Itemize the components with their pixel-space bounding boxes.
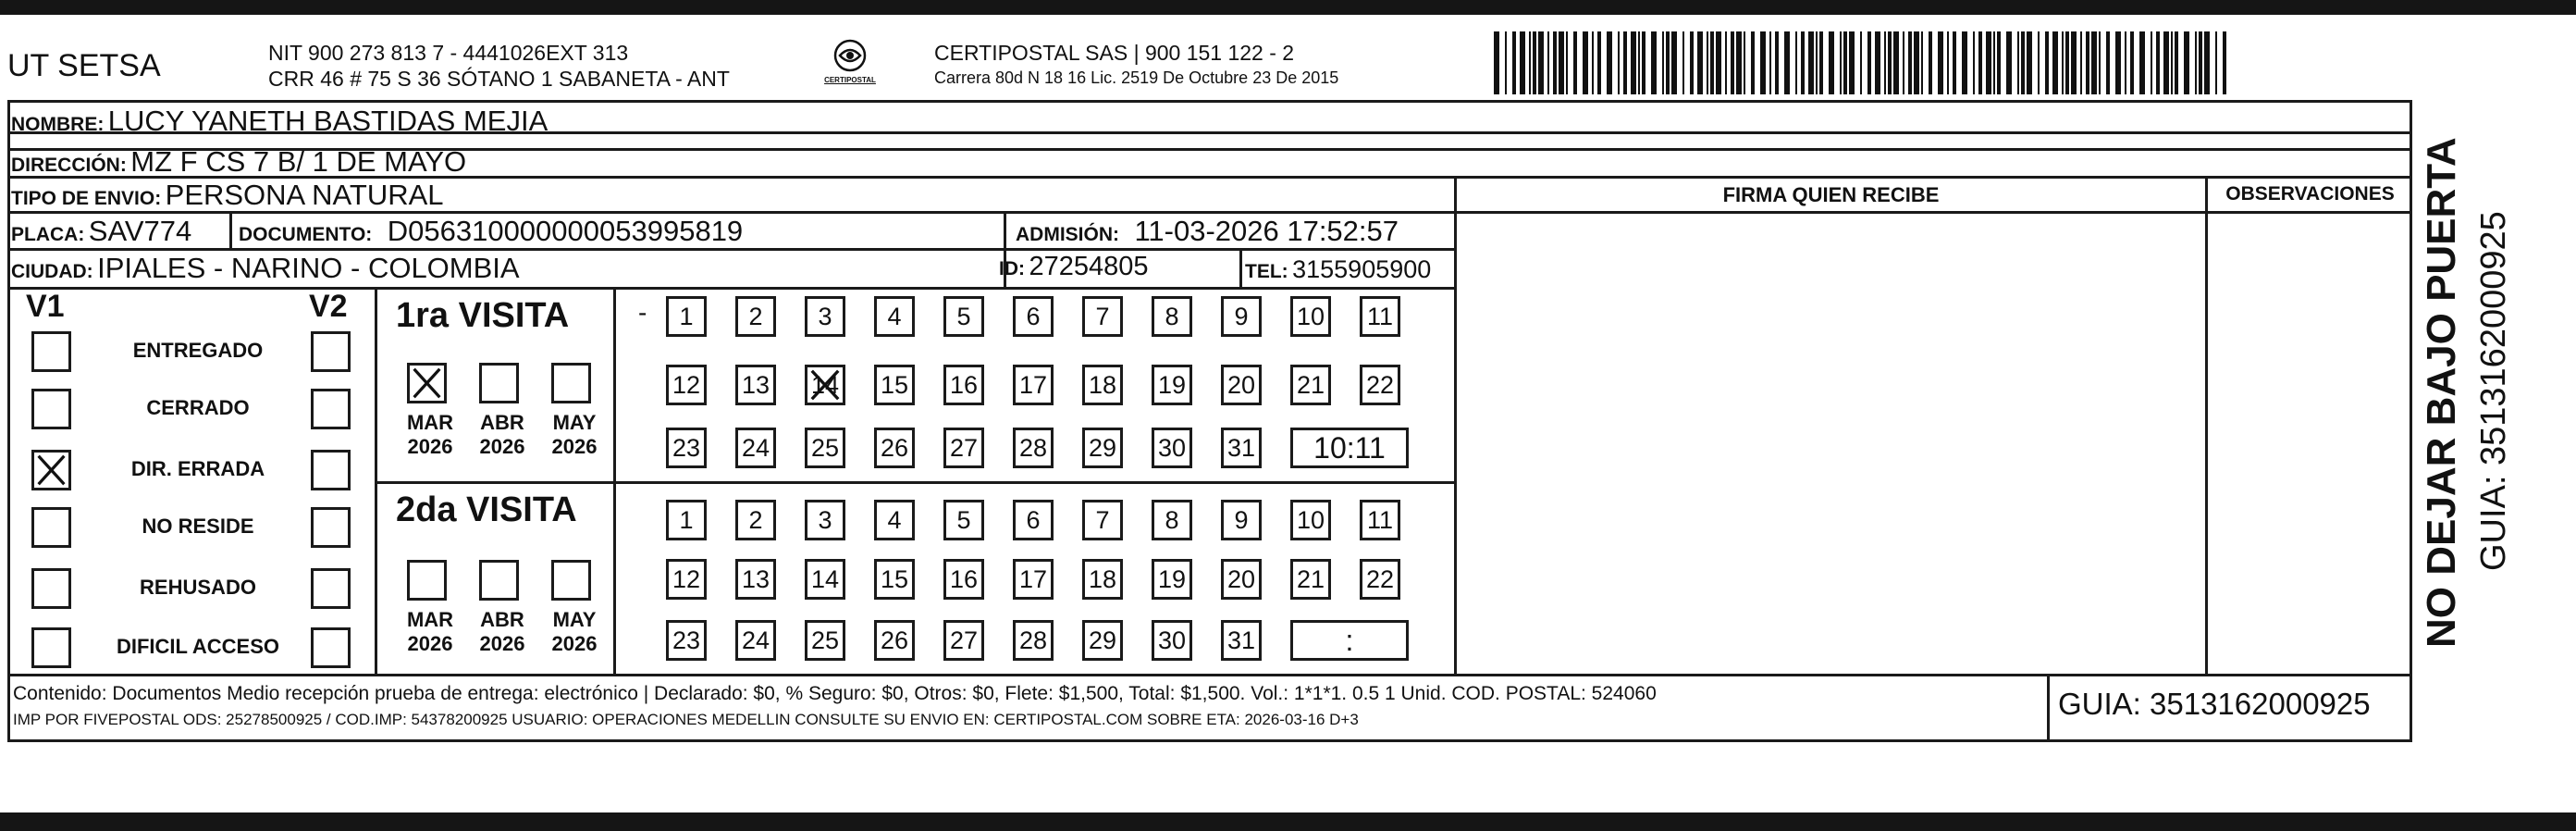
visit2-day-3[interactable]: 3 [805,500,845,540]
visit1-day-8[interactable]: 8 [1152,296,1192,337]
visit1-day-4[interactable]: 4 [874,296,915,337]
visit1-day-16[interactable]: 16 [943,365,984,405]
certipostal-line: CERTIPOSTAL SAS | 900 151 122 - 2 [934,41,1295,65]
visit1-day-27[interactable]: 27 [943,428,984,468]
visit1-day-24[interactable]: 24 [735,428,776,468]
logo-icon [818,37,882,93]
tipo-value: PERSONA NATURAL [165,179,444,211]
imp-line: IMP POR FIVEPOSTAL ODS: 25278500925 / COD.IMP: 54378200925 USUARIO: OPERACIONES MEDELLIN CONSULTE SU ENVIO EN: CERTIPOSTAL.COM SOBRE ETA: 2026-03-16 D+3 [13,711,1359,728]
contenido-line: Contenido: Documentos Medio recepción prueba de entrega: electrónico | Declarado: $0, % Seguro: $0, Otros: $0, Flete: $1,500, Total: $1,500. Vol.: 1*1*1. 0.5 1 Unid. COD. POSTAL: 524060 [13,683,1657,704]
tel-row [1245,255,1431,284]
visit1-day-2[interactable]: 2 [735,296,776,337]
visit2-day-5[interactable]: 5 [943,500,984,540]
documento-value: D056310000000053995819 [387,215,744,247]
visit1-month-checkbox-0[interactable] [407,363,447,403]
direccion-value: MZ F CS 7 B/ 1 DE MAYO [130,145,467,178]
status-label-0: ENTREGADO [132,339,264,362]
top-band [0,0,2576,15]
nit-line: NIT 900 273 813 7 - 4441026EXT 313 [268,41,629,65]
visit2-day-15[interactable]: 15 [874,559,915,600]
visit1-day-3[interactable]: 3 [805,296,845,337]
id-value: 27254805 [1029,252,1149,281]
tel-value: 3155905900 [1292,255,1432,283]
documento-row [239,215,743,248]
side-guia: GUIA: 3513162000925 [2474,211,2513,571]
placa-value: SAV774 [88,215,192,247]
v2-checkbox-5[interactable] [311,627,351,668]
status-label-3: NO RESIDE [142,515,254,538]
visit2-month-checkbox-2[interactable] [551,560,591,601]
visit2-day-24[interactable]: 24 [735,620,776,661]
visit1-day-13[interactable]: 13 [735,365,776,405]
visit2-day-21[interactable]: 21 [1290,559,1331,600]
visit2-day-31[interactable]: 31 [1221,620,1262,661]
visit1-day-1[interactable]: 1 [666,296,707,337]
visit2-day-23[interactable]: 23 [666,620,707,661]
visit2-day-25[interactable]: 25 [805,620,845,661]
v1-checkbox-3[interactable] [31,507,71,548]
visit1-day-26[interactable]: 26 [874,428,915,468]
id-row [999,252,1148,282]
v1-checkbox-1[interactable] [31,389,71,429]
visit1-day-30[interactable]: 30 [1152,428,1192,468]
visit1-day-17[interactable]: 17 [1013,365,1054,405]
nombre-value: LUCY YANETH BASTIDAS MEJIA [107,105,548,137]
visit2-day-8[interactable]: 8 [1152,500,1192,540]
visit2-day-17[interactable]: 17 [1013,559,1054,600]
v2-checkbox-4[interactable] [311,568,351,609]
direccion-label: DIRECCIÓN: [11,155,127,176]
visit1-day-11[interactable]: 11 [1360,296,1400,337]
visit1-day-22[interactable]: 22 [1360,365,1400,405]
visit1-month-label-0: MAR 2026 [406,411,454,458]
logo-caption: CERTIPOSTAL [824,76,876,84]
visit2-day-7[interactable]: 7 [1082,500,1123,540]
visit1-day-20[interactable]: 20 [1221,365,1262,405]
visit1-day-5[interactable]: 5 [943,296,984,337]
visit2-day-26[interactable]: 26 [874,620,915,661]
no-dejar-bajo-puerta: NO DEJAR BAJO PUERTA [2419,137,2464,648]
visit2-title: 2da VISITA [396,490,577,529]
v1-checkbox-4[interactable] [31,568,71,609]
visit1-day-18[interactable]: 18 [1082,365,1123,405]
v1-checkbox-5[interactable] [31,627,71,668]
visit2-day-20[interactable]: 20 [1221,559,1262,600]
nombre-label: NOMBRE: [11,114,105,135]
placa-label: PLACA: [11,224,85,245]
admision-row [1016,215,1399,248]
visit1-title: 1ra VISITA [396,296,570,335]
license-line: Carrera 80d N 18 16 Lic. 2519 De Octubre 23 De 2015 [934,68,1339,87]
certipostal-logo [818,37,882,93]
visit2-month-checkbox-1[interactable] [479,560,519,601]
visit2-day-9[interactable]: 9 [1221,500,1262,540]
status-label-4: REHUSADO [140,576,256,599]
visit1-day-7[interactable]: 7 [1082,296,1123,337]
visit2-time-box[interactable]: : [1290,620,1409,661]
v1-checkbox-0[interactable] [31,331,71,372]
visit2-day-19[interactable]: 19 [1152,559,1192,600]
visit2-day-6[interactable]: 6 [1013,500,1054,540]
visit2-day-30[interactable]: 30 [1152,620,1192,661]
observaciones-header: OBSERVACIONES [2225,183,2395,205]
visit1-day-25[interactable]: 25 [805,428,845,468]
visit1-dash: - [638,298,647,327]
ciudad-row [11,252,520,285]
v2-checkbox-2[interactable] [311,450,351,490]
visit1-day-31[interactable]: 31 [1221,428,1262,468]
visit1-month-label-1: ABR 2026 [479,411,525,458]
visit1-month-label-2: MAY 2026 [551,411,598,458]
visit2-day-1[interactable]: 1 [666,500,707,540]
visit2-month-label-0: MAR 2026 [406,608,454,655]
footer-guia: GUIA: 3513162000925 [2058,687,2371,721]
admision-value: 11-03-2026 17:52:57 [1134,215,1399,247]
visit1-day-12[interactable]: 12 [666,365,707,405]
v1-header: V1 [26,289,65,324]
visit1-day-9[interactable]: 9 [1221,296,1262,337]
visit2-day-22[interactable]: 22 [1360,559,1400,600]
visit2-day-28[interactable]: 28 [1013,620,1054,661]
visit1-month-checkbox-2[interactable] [551,363,591,403]
visit2-day-18[interactable]: 18 [1082,559,1123,600]
tipo-row [11,179,444,212]
visit1-day-15[interactable]: 15 [874,365,915,405]
visit1-day-6[interactable]: 6 [1013,296,1054,337]
id-label: ID: [999,258,1025,279]
visit2-day-16[interactable]: 16 [943,559,984,600]
status-label-5: DIFICIL ACCESO [116,635,279,658]
v2-checkbox-0[interactable] [311,331,351,372]
visit2-month-label-2: MAY 2026 [551,608,598,655]
visit2-day-14[interactable]: 14 [805,559,845,600]
v1-checkbox-2[interactable] [31,450,71,490]
visit1-day-14[interactable]: 14 [805,365,845,405]
visit1-day-29[interactable]: 29 [1082,428,1123,468]
visit2-day-13[interactable]: 13 [735,559,776,600]
firma-header: FIRMA QUIEN RECIBE [1722,183,1940,206]
tel-label: TEL: [1245,261,1288,282]
v2-checkbox-1[interactable] [311,389,351,429]
admision-label: ADMISIÓN: [1016,224,1119,245]
barcode-icon [1494,31,2229,94]
status-label-2: DIR. ERRADA [130,457,265,480]
visit2-month-checkbox-0[interactable] [407,560,447,601]
visit2-day-29[interactable]: 29 [1082,620,1123,661]
visit1-day-23[interactable]: 23 [666,428,707,468]
bottom-band [0,812,2576,831]
barcode [1494,31,2229,94]
status-label-1: CERRADO [146,396,250,419]
visit2-day-4[interactable]: 4 [874,500,915,540]
visit1-day-19[interactable]: 19 [1152,365,1192,405]
visit1-day-10[interactable]: 10 [1290,296,1331,337]
tipo-label: TIPO DE ENVIO: [11,188,162,209]
documento-label: DOCUMENTO: [239,224,373,245]
visit1-day-28[interactable]: 28 [1013,428,1054,468]
visit1-day-21[interactable]: 21 [1290,365,1331,405]
visit2-day-10[interactable]: 10 [1290,500,1331,540]
address-line: CRR 46 # 75 S 36 SÓTANO 1 SABANETA - ANT [268,67,730,91]
visit2-month-label-1: ABR 2026 [479,608,525,655]
ciudad-value: IPIALES - NARINO - COLOMBIA [97,252,520,284]
v2-checkbox-3[interactable] [311,507,351,548]
placa-row [11,215,191,248]
visit1-month-checkbox-1[interactable] [479,363,519,403]
nombre-row [11,105,548,138]
visit2-day-12[interactable]: 12 [666,559,707,600]
visit2-day-27[interactable]: 27 [943,620,984,661]
v2-header: V2 [309,289,348,324]
ciudad-label: CIUDAD: [11,261,93,282]
company-name: UT SETSA [7,48,161,83]
visit2-day-2[interactable]: 2 [735,500,776,540]
visit2-day-11[interactable]: 11 [1360,500,1400,540]
direccion-row [11,145,466,179]
visit1-time-box[interactable]: 10:11 [1290,428,1409,468]
